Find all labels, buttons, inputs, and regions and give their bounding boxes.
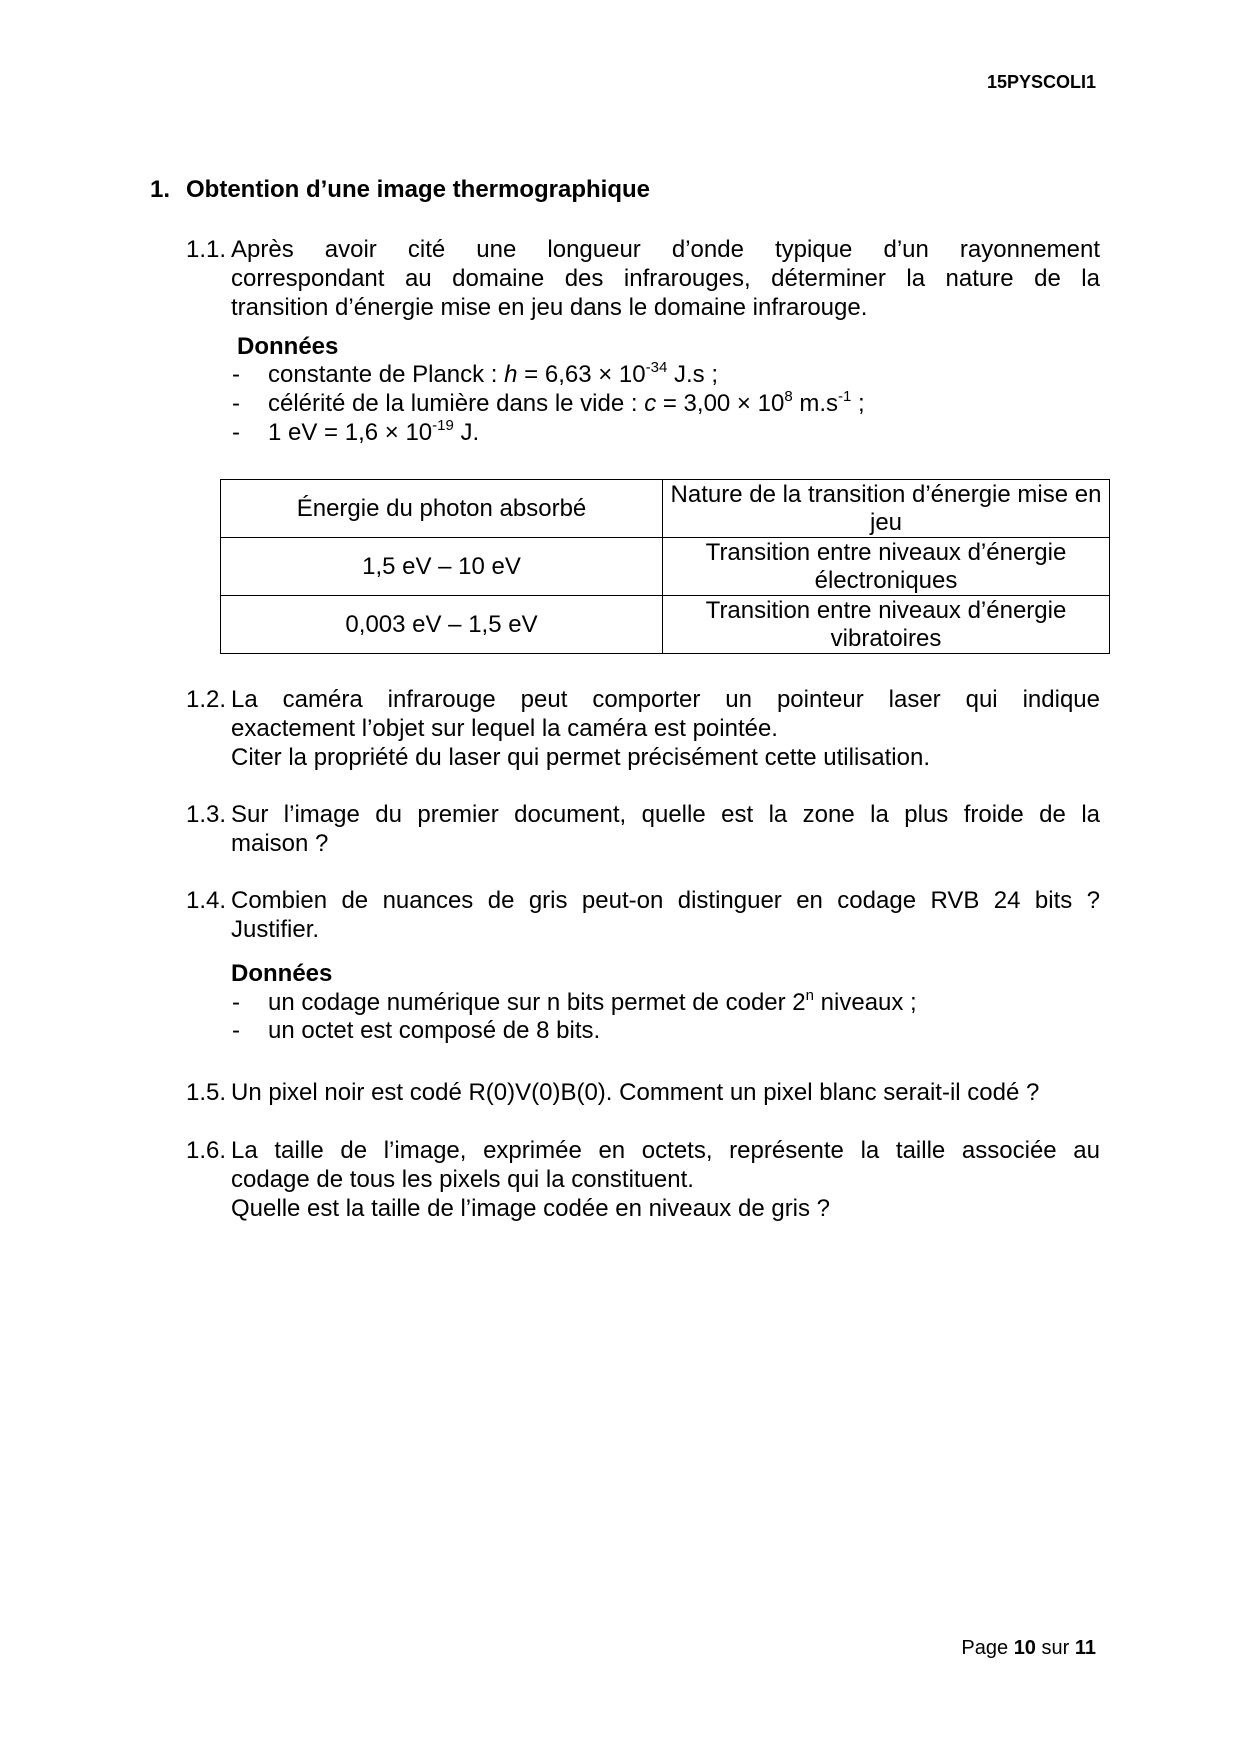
question-line: Après avoir cité une longueur d’onde typique d’un rayonnement <box>231 236 1100 263</box>
question-line: exactement l’objet sur lequel la caméra est pointée. <box>231 715 778 742</box>
question-line: La caméra infrarouge peut comporter un pointeur laser qui indique <box>231 686 1100 713</box>
question-1-2 <box>186 685 1100 772</box>
table-row <box>221 596 1110 654</box>
question-1-5 <box>186 1078 1100 1107</box>
data-end: J. <box>453 419 480 446</box>
page-total: 11 <box>1074 1637 1096 1659</box>
question-number: 1.3. <box>186 801 227 828</box>
exponent: 8 <box>784 388 793 405</box>
exponent: -1 <box>837 388 852 405</box>
question-line: Combien de nuances de gris peut-on distinguer en codage RVB 24 bits ? <box>231 887 1100 914</box>
data-unit: J.s ; <box>667 361 718 388</box>
donnees-title: Données <box>237 333 339 360</box>
exponent: -19 <box>432 417 454 434</box>
symbol-c: c <box>644 390 657 417</box>
question-1-3 <box>186 800 1100 858</box>
question-number: 1.4. <box>186 887 227 914</box>
table-row <box>221 538 1110 596</box>
question-1-6 <box>186 1136 1100 1223</box>
question-number: 1.1. <box>186 236 227 263</box>
section-title <box>150 176 650 204</box>
exponent: -34 <box>645 359 668 376</box>
question-line: Quelle est la taille de l’image codée en niveaux de gris ? <box>231 1195 831 1222</box>
table-row <box>221 480 1110 538</box>
question-number: 1.5. <box>186 1079 227 1106</box>
donnees-title: Données <box>231 960 333 987</box>
document-code: 15PYSCOLI1 <box>986 72 1096 92</box>
data-text: constante de Planck : <box>268 361 505 388</box>
data-text: un octet est composé de 8 bits. <box>268 1017 601 1044</box>
data-text: 1 eV = 1,6 × 10 <box>268 419 433 446</box>
table-cell: Transition entre niveaux d’énergie vibratoires <box>663 596 1110 654</box>
footer-prefix: Page <box>961 1637 1014 1659</box>
table-cell: Nature de la transition d’énergie mise en jeu <box>663 480 1110 538</box>
question-line: Justifier. <box>231 916 320 943</box>
table-cell: 1,5 eV – 10 eV <box>221 538 663 596</box>
page-number: 10 <box>1013 1637 1036 1659</box>
question-line: codage de tous les pixels qui la constituent. <box>231 1166 694 1193</box>
question-1-4 <box>186 886 1100 944</box>
energy-table <box>220 479 1110 654</box>
section-number: 1. <box>150 176 171 203</box>
question-number: 1.6. <box>186 1137 227 1164</box>
question-line: transition d’énergie mise en jeu dans le domaine infrarouge. <box>231 294 868 321</box>
exponent: n <box>805 987 814 1004</box>
section-title-text: Obtention d’une image thermographique <box>186 176 651 203</box>
question-1-1 <box>186 235 1100 322</box>
page-footer <box>961 1637 1096 1660</box>
data-value: = 6,63 × 10 <box>517 361 646 388</box>
question-line: maison ? <box>231 830 329 857</box>
data-end: ; <box>851 390 865 417</box>
table-cell: Énergie du photon absorbé <box>221 480 663 538</box>
data-unit: m.s <box>792 390 838 417</box>
question-line: Sur l’image du premier document, quelle est la zone la plus froide de la <box>231 801 1100 828</box>
question-number: 1.2. <box>186 686 227 713</box>
symbol-h: h <box>504 361 518 388</box>
table-cell: Transition entre niveaux d’énergie électroniques <box>663 538 1110 596</box>
data-value: = 3,00 × 10 <box>656 390 785 417</box>
table-cell: 0,003 eV – 1,5 eV <box>221 596 663 654</box>
question-line: La taille de l’image, exprimée en octets, représente la taille associée au <box>231 1137 1100 1164</box>
footer-middle: sur <box>1035 1637 1075 1659</box>
question-line: Citer la propriété du laser qui permet précisément cette utilisation. <box>231 744 930 771</box>
data-text: célérité de la lumière dans le vide : <box>268 390 645 417</box>
question-line: correspondant au domaine des infrarouges, déterminer la nature de la <box>231 265 1100 292</box>
data-text: un codage numérique sur n bits permet de coder 2 <box>268 989 806 1016</box>
question-line: Un pixel noir est codé R(0)V(0)B(0). Comment un pixel blanc serait-il codé ? <box>231 1079 1040 1106</box>
data-end: niveaux ; <box>814 989 917 1016</box>
